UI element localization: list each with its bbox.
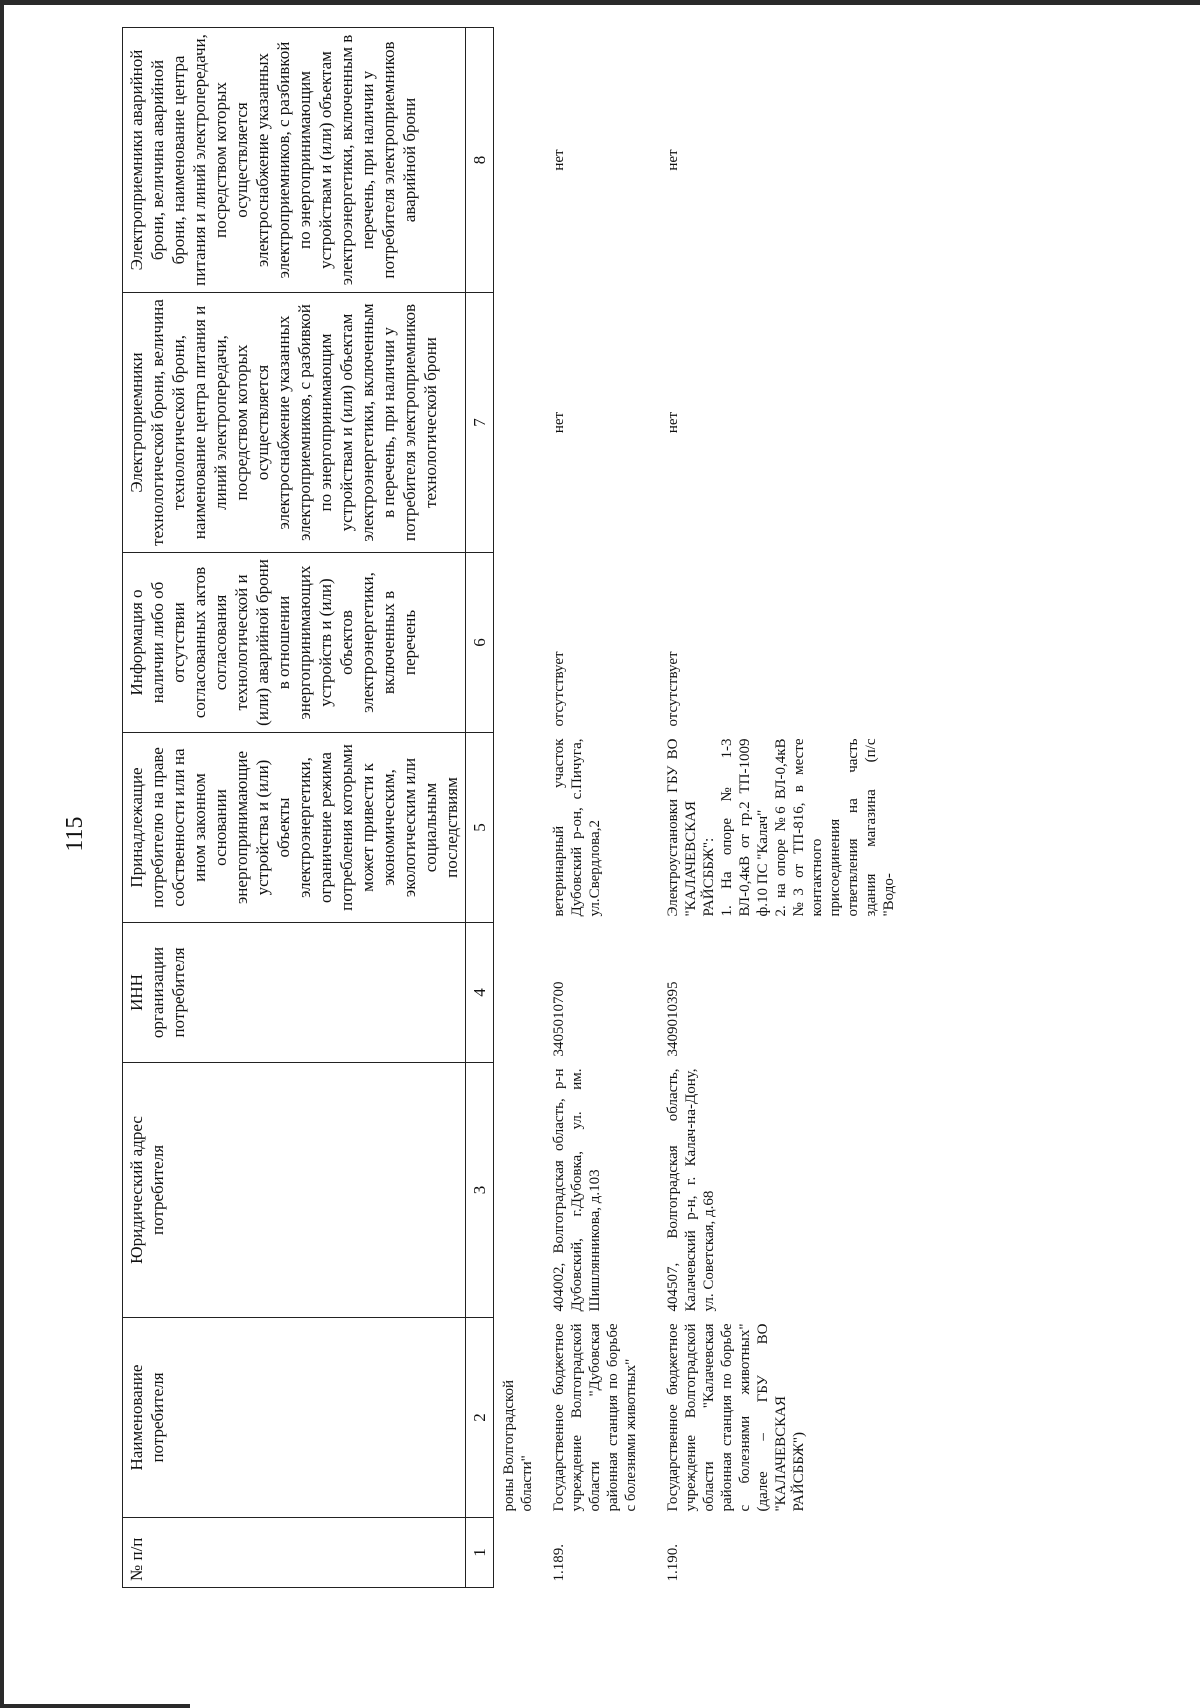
owned-devices: Электроустановки ГБУ ВО "КАЛАЧЕВСКАЯ РАЙСББЖ": 1. На опоре № 1-3 ВЛ-0,4кВ от гр.2 ТП-1009 ф.10 ПС "Калач" 2. на опоре №6 ВЛ-0,4кВ №3 от ТП-816, в месте контактного присоединения ответвления на часть здания магазина (п/с "Водо- xyxy=(665,738,897,917)
column-number: 3 xyxy=(466,1063,494,1318)
consumer-table xyxy=(122,27,908,1588)
tech-reserve-value: нет xyxy=(665,411,681,434)
header-consumer-name: Наименование потребителя xyxy=(123,1318,466,1518)
column-number: 2 xyxy=(466,1318,494,1518)
column-number: 4 xyxy=(466,923,494,1063)
header-owned-devices: Принадлежащие потребителю на праве собственности или на ином законном основании энергопринимающие устройства и (или) объекты электроэнергетики, ограничение режима потребления которыми может привести к экономическим, экологическим или социальным последствиям xyxy=(123,733,466,923)
row-number: 1.190. xyxy=(665,1544,681,1582)
acts-status: отсутствует xyxy=(665,651,681,727)
emergency-reserve-value: нет xyxy=(551,149,567,171)
header-inn: ИНН организации потребителя xyxy=(123,923,466,1063)
header-tech-reserve: Электроприемники технологической брони, величина технологической брони, наименование центра питания и линий электропередачи, посредством которых осуществляется электроснабжение указанных электроприемников, с разбивкой по энергопринимающим устройствам и (или) объектам электроэнергетики, включенным в перечень, при наличии у потребителя электроприемников технологической брони xyxy=(123,293,466,553)
column-number-row xyxy=(466,28,494,1588)
tech-reserve-value: нет xyxy=(551,411,567,434)
continuation-row xyxy=(494,28,537,1588)
header-acts-info: Информация о наличии либо об отсутствии согласованных актов согласования технологической и (или) аварийной брони в отношении энергопринимающих устройств и (или) объектов электроэнергетики, включенных в перечень xyxy=(123,553,466,733)
owned-devices: ветеринарный участок Дубовский р-он, с.Пичуга, ул.Свердлова,2 xyxy=(551,738,603,917)
inn-value: 3409010395 xyxy=(665,981,681,1057)
consumer-name: Государственное бюджетное учреждение Волгоградской области "Дубовская районная станция по борьбе с болезнями животных" xyxy=(551,1323,639,1512)
table-row xyxy=(536,28,650,1588)
table-header-row xyxy=(123,28,466,1588)
page-number: 115 xyxy=(62,816,88,852)
continued-consumer-name: роны Волгоградской области" xyxy=(501,1379,535,1512)
inn-value: 3405010700 xyxy=(551,981,567,1057)
header-emergency-reserve: Электроприемники аварийной брони, величина аварийной брони, наименование центра питания и линий электропередачи, посредством которых осуществляется электроснабжение указанных электроприемников, с разбивкой по энергопринимающим устройствам и (или) объектам электроэнергетики, включенным в перечень, при наличии у потребителя электроприемников аварийной брони xyxy=(123,28,466,293)
consumer-name: Государственное бюджетное учреждение Волгоградской области "Калачевская районная станция по борьбе с болезнями животных" (далее – ГБУ ВО "КАЛАЧЕВСКАЯ РАЙСББЖ") xyxy=(665,1323,807,1512)
column-number: 7 xyxy=(466,293,494,553)
column-number: 5 xyxy=(466,733,494,923)
row-number: 1.189. xyxy=(551,1544,567,1582)
column-number: 1 xyxy=(466,1518,494,1588)
table-row xyxy=(650,28,908,1588)
header-legal-address: Юридический адрес потребителя xyxy=(123,1063,466,1318)
legal-address: 404002, Волгоградская область, р-н Дубовский, г.Дубовка, ул. им. Шишлянникова, д.103 xyxy=(551,1068,603,1312)
column-number: 8 xyxy=(466,28,494,293)
legal-address: 404507, Волгоградская область, Калачевский р-н, г. Калач-на-Дону, ул. Советская, д.68 xyxy=(665,1068,717,1312)
header-number: № п/п xyxy=(123,1518,466,1588)
column-number: 6 xyxy=(466,553,494,733)
emergency-reserve-value: нет xyxy=(665,149,681,171)
acts-status: отсутствует xyxy=(551,651,567,727)
